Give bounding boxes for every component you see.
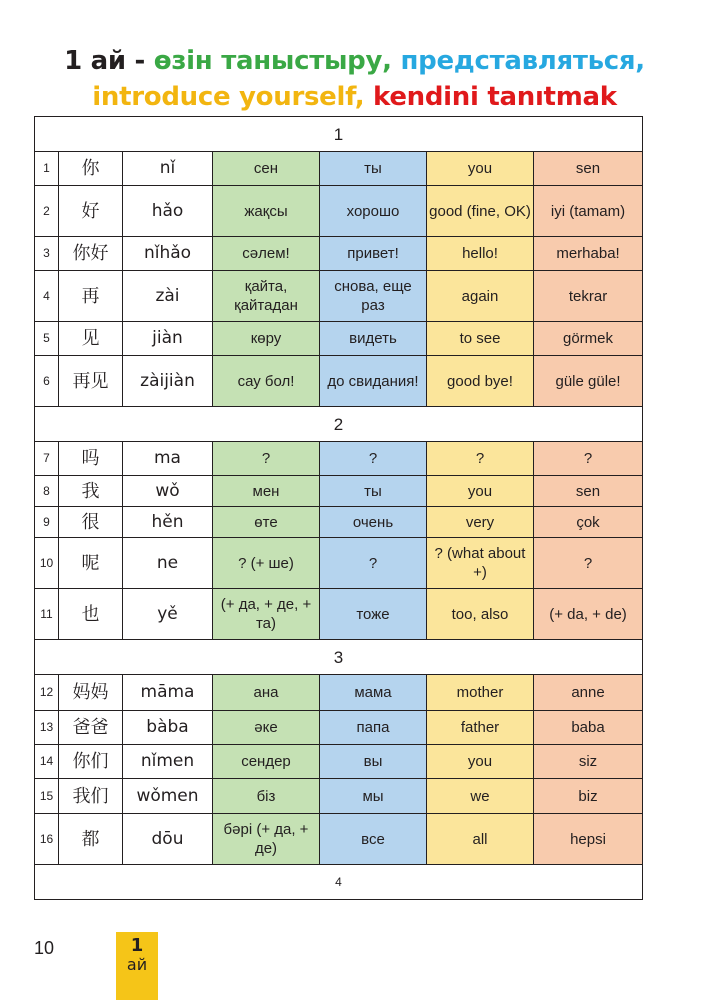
russian-cell: вы [320,745,427,779]
title-part: 1 ай - [64,46,154,76]
turkish-cell: (+ da, + de) [534,589,643,640]
section-header-row [35,407,643,442]
pinyin-cell: zàijiàn [123,356,213,407]
table-row [35,271,643,322]
num-cell: 8 [35,476,59,507]
russian-cell: мы [320,779,427,814]
english-cell: good bye! [427,356,534,407]
russian-cell: снова, еще раз [320,271,427,322]
russian-cell: до свидания! [320,356,427,407]
num-cell: 16 [35,814,59,865]
russian-cell: ? [320,538,427,589]
section-label: 2 [35,407,643,442]
hanzi-cell: 妈妈 [59,675,123,711]
title-part: представляться, [400,46,645,76]
english-cell: father [427,711,534,745]
russian-cell: очень [320,507,427,538]
hanzi-cell: 我 [59,476,123,507]
russian-cell: папа [320,711,427,745]
table-row [35,237,643,271]
kazakh-cell: ана [213,675,320,711]
english-cell: to see [427,322,534,356]
turkish-cell: ? [534,538,643,589]
russian-cell: привет! [320,237,427,271]
hanzi-cell: 很 [59,507,123,538]
table-row [35,356,643,407]
pinyin-cell: bàba [123,711,213,745]
month-tab [116,932,158,1000]
hanzi-cell: 你们 [59,745,123,779]
section-header-row [35,640,643,675]
pinyin-cell: ma [123,442,213,476]
table-row [35,322,643,356]
table-row [35,538,643,589]
month-number: 1 [130,935,144,956]
kazakh-cell: біз [213,779,320,814]
kazakh-cell: сау бол! [213,356,320,407]
num-cell: 2 [35,186,59,237]
num-cell: 10 [35,538,59,589]
turkish-cell: sen [534,476,643,507]
turkish-cell: hepsi [534,814,643,865]
hanzi-cell: 吗 [59,442,123,476]
table-row [35,442,643,476]
pinyin-cell: wǒmen [123,779,213,814]
section-label: 3 [35,640,643,675]
pinyin-cell: ne [123,538,213,589]
title-part: introduce yourself, [92,82,374,112]
turkish-cell: ? [534,442,643,476]
section-header-row [35,865,643,900]
russian-cell: ты [320,476,427,507]
pinyin-cell: nǐ [123,152,213,186]
kazakh-cell: өте [213,507,320,538]
hanzi-cell: 也 [59,589,123,640]
hanzi-cell: 都 [59,814,123,865]
hanzi-cell: 再 [59,271,123,322]
pinyin-cell: nǐhǎo [123,237,213,271]
english-cell: you [427,745,534,779]
table-row [35,152,643,186]
turkish-cell: baba [534,711,643,745]
table-row [35,745,643,779]
english-cell: ? (what about +) [427,538,534,589]
num-cell: 11 [35,589,59,640]
pinyin-cell: nǐmen [123,745,213,779]
english-cell: you [427,476,534,507]
kazakh-cell: сәлем! [213,237,320,271]
turkish-cell: güle güle! [534,356,643,407]
pinyin-cell: wǒ [123,476,213,507]
table-row [35,476,643,507]
hanzi-cell: 好 [59,186,123,237]
num-cell: 7 [35,442,59,476]
english-cell: all [427,814,534,865]
pinyin-cell: zài [123,271,213,322]
page-title-line2 [0,80,709,114]
pinyin-cell: yě [123,589,213,640]
num-cell: 9 [35,507,59,538]
num-cell: 1 [35,152,59,186]
kazakh-cell: сендер [213,745,320,779]
english-cell: mother [427,675,534,711]
pinyin-cell: hěn [123,507,213,538]
russian-cell: все [320,814,427,865]
turkish-cell: sen [534,152,643,186]
pinyin-cell: dōu [123,814,213,865]
hanzi-cell: 爸爸 [59,711,123,745]
turkish-cell: tekrar [534,271,643,322]
num-cell: 12 [35,675,59,711]
english-cell: ? [427,442,534,476]
russian-cell: мама [320,675,427,711]
page-number: 10 [34,938,55,958]
title-part: өзін таныстыру, [153,46,401,76]
kazakh-cell: көру [213,322,320,356]
turkish-cell: merhaba! [534,237,643,271]
english-cell: we [427,779,534,814]
kazakh-cell: мен [213,476,320,507]
num-cell: 13 [35,711,59,745]
num-cell: 6 [35,356,59,407]
table-row [35,186,643,237]
english-cell: too, also [427,589,534,640]
russian-cell: видеть [320,322,427,356]
turkish-cell: anne [534,675,643,711]
table-row [35,589,643,640]
russian-cell: тоже [320,589,427,640]
english-cell: hello! [427,237,534,271]
month-label: ай [126,955,148,974]
russian-cell: хорошо [320,186,427,237]
english-cell: very [427,507,534,538]
table-row [35,779,643,814]
turkish-cell: siz [534,745,643,779]
kazakh-cell: сен [213,152,320,186]
num-cell: 5 [35,322,59,356]
turkish-cell: biz [534,779,643,814]
num-cell: 14 [35,745,59,779]
kazakh-cell: ? (+ ше) [213,538,320,589]
pinyin-cell: hǎo [123,186,213,237]
hanzi-cell: 见 [59,322,123,356]
num-cell: 3 [35,237,59,271]
russian-cell: ? [320,442,427,476]
table-row [35,675,643,711]
russian-cell: ты [320,152,427,186]
turkish-cell: görmek [534,322,643,356]
section-label: 4 [35,865,643,900]
turkish-cell: iyi (tamam) [534,186,643,237]
hanzi-cell: 你 [59,152,123,186]
hanzi-cell: 我们 [59,779,123,814]
kazakh-cell: жақсы [213,186,320,237]
english-cell: again [427,271,534,322]
title-part: kendini tanıtmak [373,82,617,112]
section-label: 1 [35,117,643,152]
english-cell: you [427,152,534,186]
hanzi-cell: 你好 [59,237,123,271]
english-cell: good (fine, OK) [427,186,534,237]
pinyin-cell: māma [123,675,213,711]
kazakh-cell: әке [213,711,320,745]
num-cell: 4 [35,271,59,322]
vocabulary-table [34,116,643,900]
hanzi-cell: 再见 [59,356,123,407]
hanzi-cell: 呢 [59,538,123,589]
kazakh-cell: ? [213,442,320,476]
page-title-line1 [0,44,709,78]
num-cell: 15 [35,779,59,814]
table-row [35,507,643,538]
turkish-cell: çok [534,507,643,538]
table-row [35,814,643,865]
pinyin-cell: jiàn [123,322,213,356]
kazakh-cell: бәрі (+ да, + де) [213,814,320,865]
kazakh-cell: (+ да, + де, + та) [213,589,320,640]
table-row [35,711,643,745]
kazakh-cell: қайта, қайтадан [213,271,320,322]
section-header-row [35,117,643,152]
